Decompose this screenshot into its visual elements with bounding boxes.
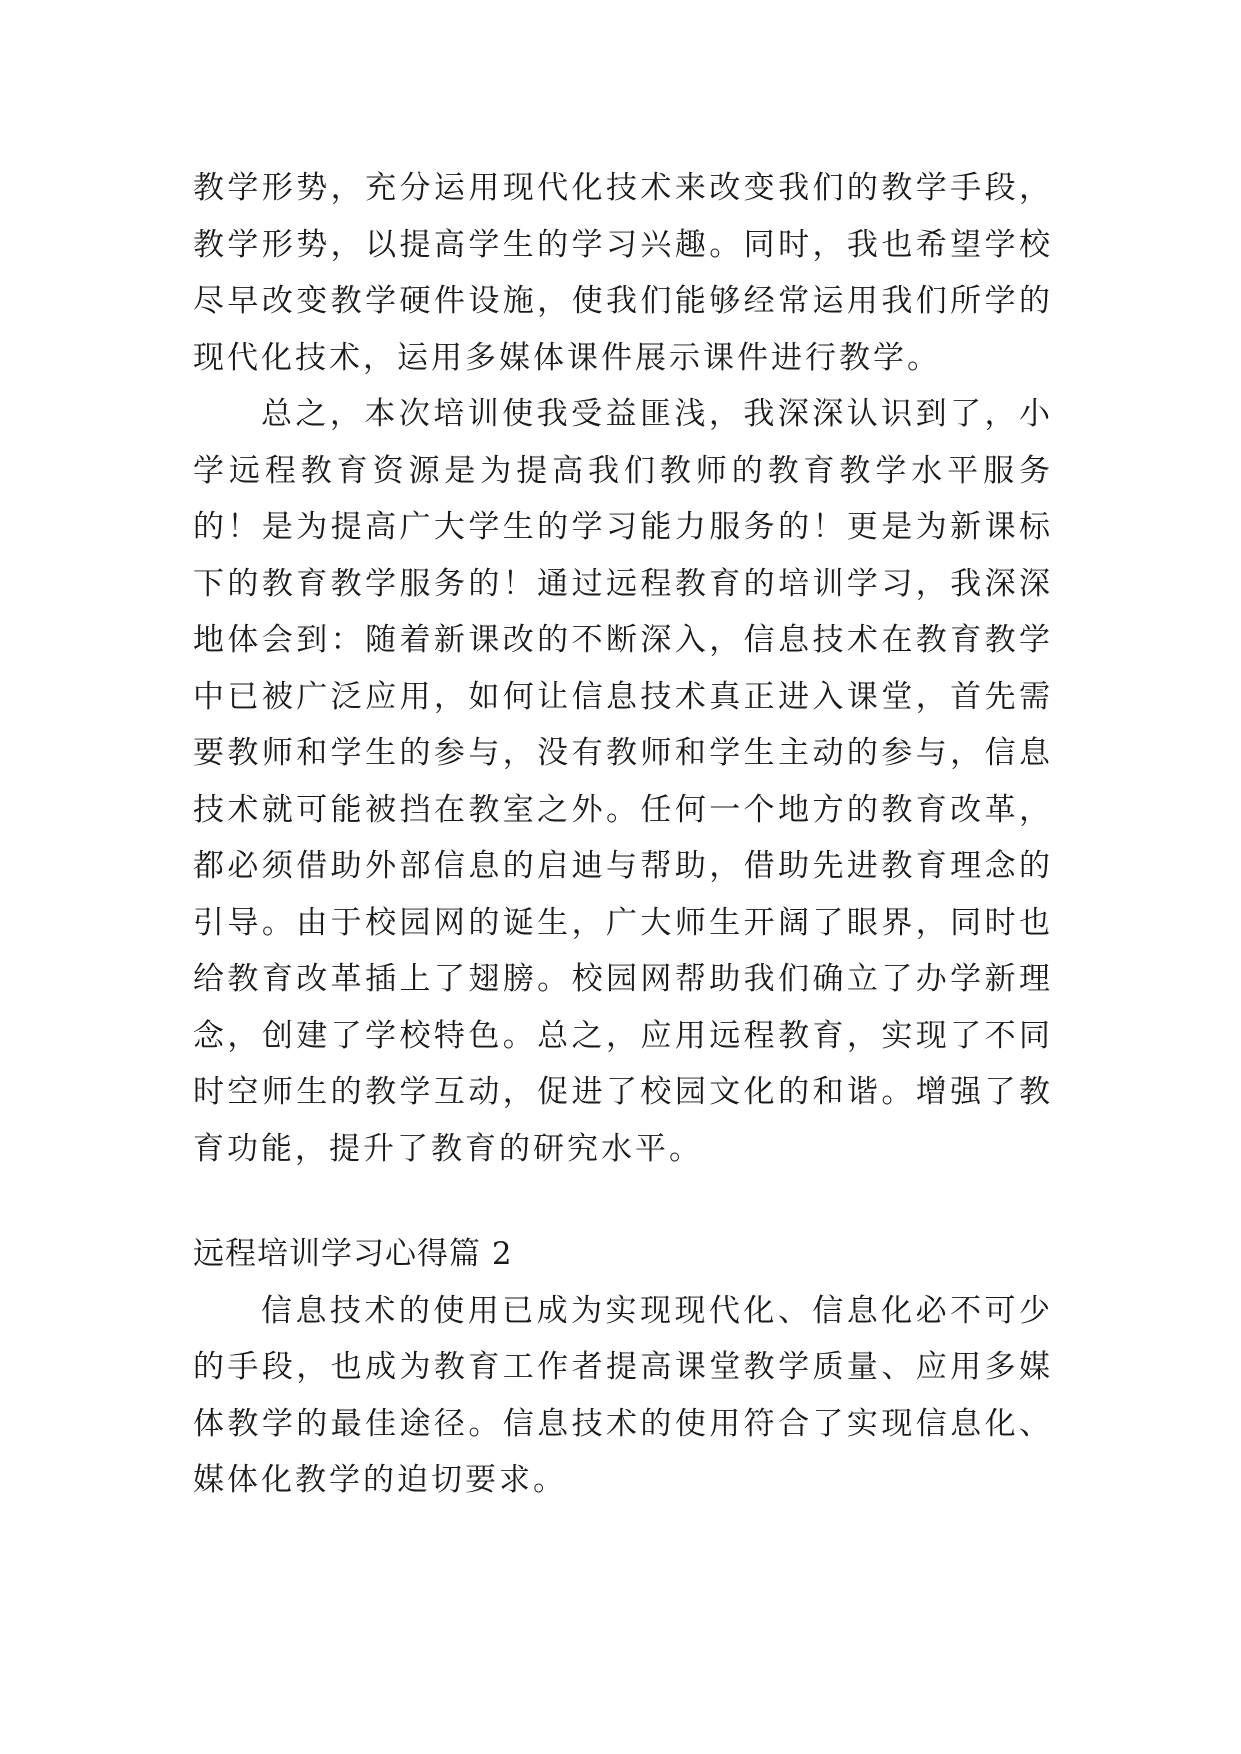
document-body [193, 160, 1053, 1509]
paragraph-summary: 总之，本次培训使我受益匪浅，我深深认识到了，小学远程教育资源是为提高我们教师的教育教学水平服务的！是为提高广大学生的学习能力服务的！更是为新课标下的教育教学服务的！通过远程教育的培训学习，我深深地体会到：随着新课改的不断深入，信息技术在教育教学中已被广泛应用，如何让信息技术真正进入课堂，首先需要教师和学生的参与，没有教师和学生主动的参与，信息技术就可能被挡在教室之外。任何一个地方的教育改革，都必须借助外部信息的启迪与帮助，借助先进教育理念的引导。由于校园网的诞生，广大师生开阔了眼界，同时也给教育改革插上了翅膀。校园网帮助我们确立了办学新理念，创建了学校特色。总之，应用远程教育，实现了不同时空师生的教学互动，促进了校园文化的和谐。增强了教育功能，提升了教育的研究水平。 [193, 396, 1053, 1167]
section-heading: 远程培训学习心得篇 2 [193, 1236, 513, 1272]
paragraph-continued: 教学形势，充分运用现代化技术来改变我们的教学手段，教学形势，以提高学生的学习兴趣。同时，我也希望学校尽早改变教学硬件设施，使我们能够经常运用我们所学的现代化技术，运用多媒体课件展示课件进行教学。 [193, 170, 1053, 376]
section-paragraph: 信息技术的使用已成为实现现代化、信息化必不可少的手段，也成为教育工作者提高课堂教学质量、应用多媒体教学的最佳途径。信息技术的使用符合了实现信息化、媒体化教学的迫切要求。 [193, 1292, 1053, 1498]
